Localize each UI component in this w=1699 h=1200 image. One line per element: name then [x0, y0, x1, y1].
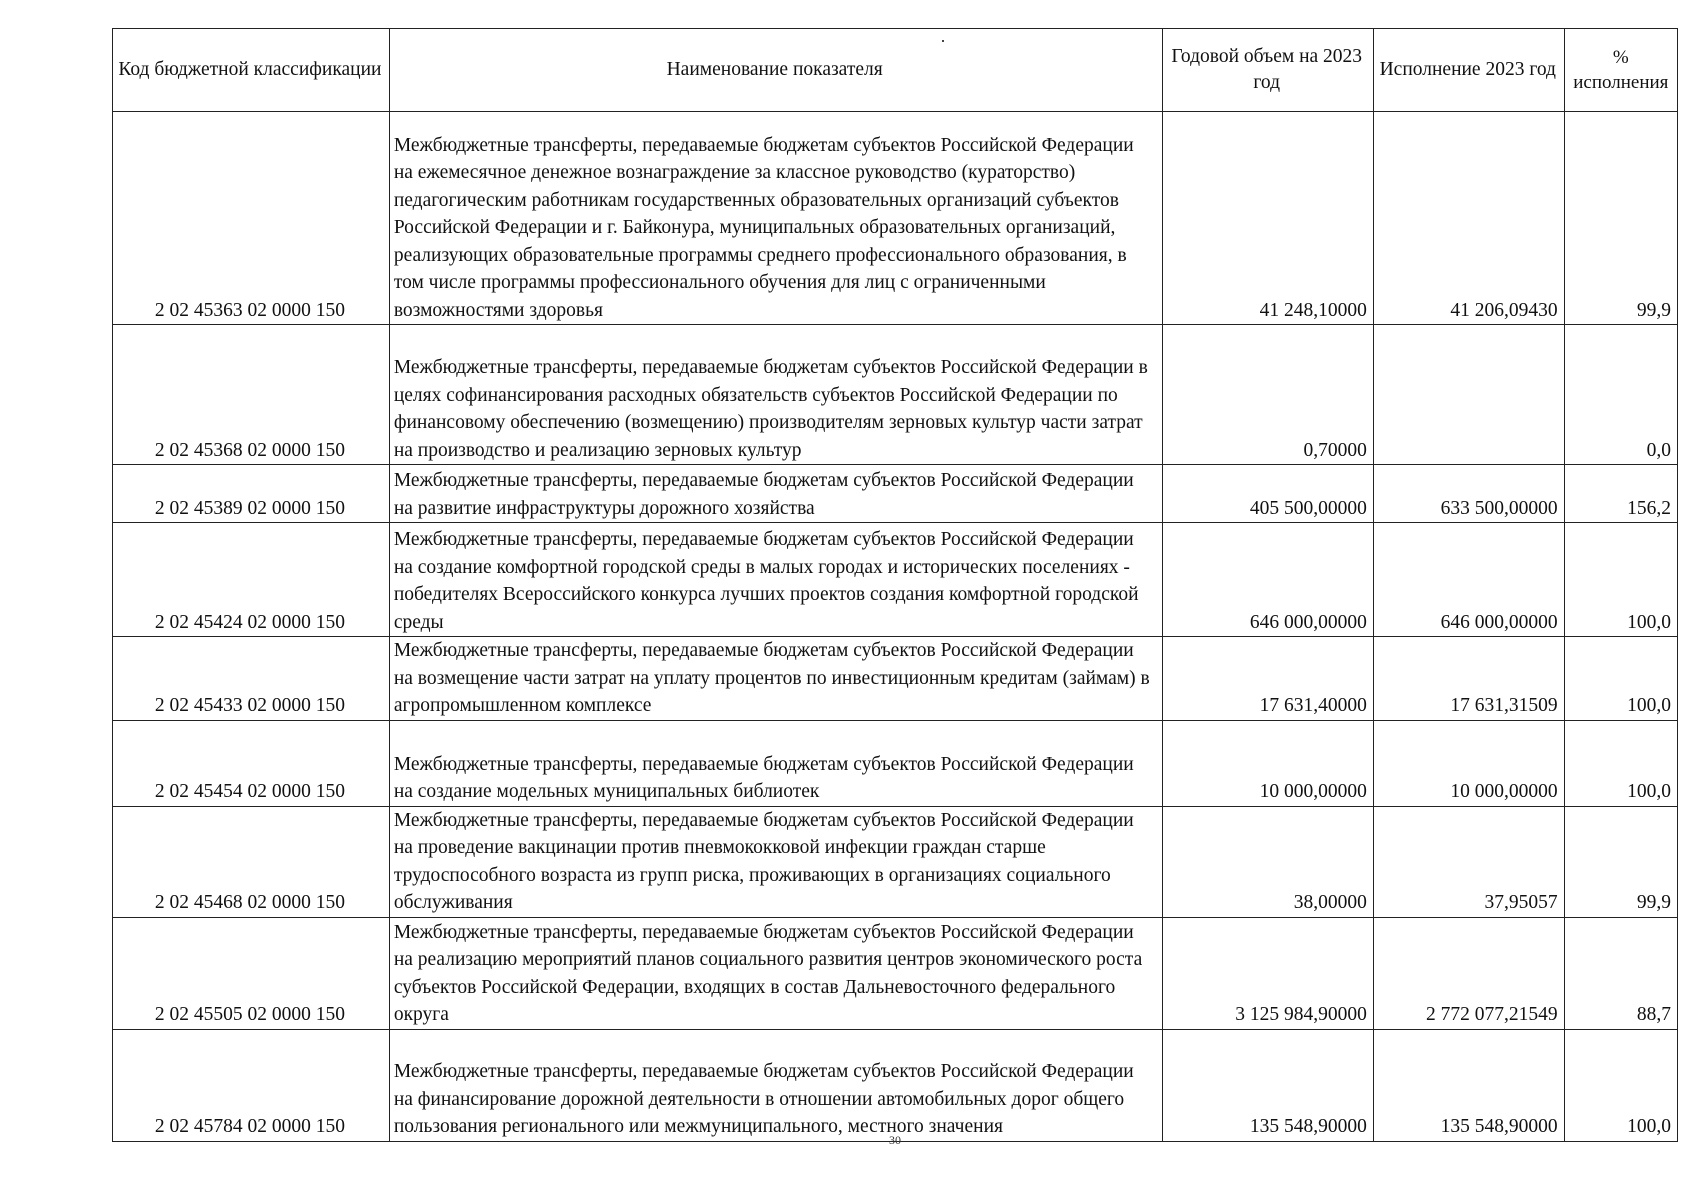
row-code: 2 02 45368 02 0000 150 — [113, 325, 390, 465]
row-name: Межбюджетные трансферты, передаваемые бюджетам субъектов Российской Федерации на создание модельных муниципальных библиотек — [389, 720, 1162, 806]
row-name: Межбюджетные трансферты, передаваемые бюджетам субъектов Российской Федерации на возмещение части затрат на уплату процентов по инвестиционным кредитам (займам) в агропромышленном комплексе — [389, 637, 1162, 721]
row-planned: 38,00000 — [1162, 806, 1373, 917]
row-name: Межбюджетные трансферты, передаваемые бюджетам субъектов Российской Федерации в целях софинансирования расходных обязательств субъектов Российской Федерации по финансовому обеспечению (возмещению) производителям зерновых культур части затрат на производство и реализацию зерновых культур — [389, 325, 1162, 465]
row-actual: 37,95057 — [1373, 806, 1564, 917]
budget-table — [112, 28, 1678, 1142]
row-name: Межбюджетные трансферты, передаваемые бюджетам субъектов Российской Федерации на создание комфортной городской среды в малых городах и исторических поселениях - победителях Всероссийского конкурса лучших проектов создания комфортной городской среды — [389, 523, 1162, 637]
row-name: Межбюджетные трансферты, передаваемые бюджетам субъектов Российской Федерации на проведение вакцинации против пневмококковой инфекции граждан старше трудоспособного возраста из групп риска, проживающих в организациях социального обслуживания — [389, 806, 1162, 917]
row-planned: 3 125 984,90000 — [1162, 917, 1373, 1029]
table-row — [113, 806, 1678, 917]
table-row — [113, 523, 1678, 637]
row-percent: 99,9 — [1564, 806, 1677, 917]
row-name: Межбюджетные трансферты, передаваемые бюджетам субъектов Российской Федерации на ежемесячное денежное вознаграждение за классное руководство (кураторство) педагогическим работникам государственных образовательных организаций субъектов Российской Федерации и г. Байконура, муниципальных образовательных организаций, реализующих образовательные программы среднего профессионального образования, в том числе программы профессионального обучения для лиц с ограниченными возможностями здоровья — [389, 112, 1162, 325]
row-planned: 135 548,90000 — [1162, 1029, 1373, 1141]
table-row — [113, 917, 1678, 1029]
row-code: 2 02 45468 02 0000 150 — [113, 806, 390, 917]
row-percent: 100,0 — [1564, 523, 1677, 637]
row-code: 2 02 45784 02 0000 150 — [113, 1029, 390, 1141]
row-percent: 156,2 — [1564, 465, 1677, 523]
row-actual: 17 631,31509 — [1373, 637, 1564, 721]
table-header-row — [113, 29, 1678, 112]
row-percent: 88,7 — [1564, 917, 1677, 1029]
row-code: 2 02 45389 02 0000 150 — [113, 465, 390, 523]
row-name: Межбюджетные трансферты, передаваемые бюджетам субъектов Российской Федерации на развитие инфраструктуры дорожного хозяйства — [389, 465, 1162, 523]
row-actual: 135 548,90000 — [1373, 1029, 1564, 1141]
row-actual: 2 772 077,21549 — [1373, 917, 1564, 1029]
page-number: 30 — [889, 1133, 901, 1147]
row-actual: 41 206,09430 — [1373, 112, 1564, 325]
header-name: Наименование показателя — [389, 29, 1162, 112]
row-percent: 99,9 — [1564, 112, 1677, 325]
row-code: 2 02 45424 02 0000 150 — [113, 523, 390, 637]
table-body — [113, 112, 1678, 1142]
row-name: Межбюджетные трансферты, передаваемые бюджетам субъектов Российской Федерации на финансирование дорожной деятельности в отношении автомобильных дорог общего пользования регионального или межмуниципального, местного значения — [389, 1029, 1162, 1141]
row-planned: 41 248,10000 — [1162, 112, 1373, 325]
row-code: 2 02 45454 02 0000 150 — [113, 720, 390, 806]
row-name: Межбюджетные трансферты, передаваемые бюджетам субъектов Российской Федерации на реализацию мероприятий планов социального развития центров экономического роста субъектов Российской Федерации, входящих в состав Дальневосточного федерального округа — [389, 917, 1162, 1029]
row-planned: 405 500,00000 — [1162, 465, 1373, 523]
table-row — [113, 1029, 1678, 1141]
header-actual: Исполнение 2023 год — [1373, 29, 1564, 112]
row-percent: 100,0 — [1564, 720, 1677, 806]
row-planned: 17 631,40000 — [1162, 637, 1373, 721]
row-code: 2 02 45505 02 0000 150 — [113, 917, 390, 1029]
header-percent: % исполнения — [1564, 29, 1677, 112]
header-planned: Годовой объем на 2023 год — [1162, 29, 1373, 112]
row-actual: 646 000,00000 — [1373, 523, 1564, 637]
row-planned: 0,70000 — [1162, 325, 1373, 465]
table-row — [113, 325, 1678, 465]
row-code: 2 02 45433 02 0000 150 — [113, 637, 390, 721]
row-percent: 0,0 — [1564, 325, 1677, 465]
row-planned: 10 000,00000 — [1162, 720, 1373, 806]
row-actual — [1373, 325, 1564, 465]
header-code: Код бюджетной классификации — [113, 29, 390, 112]
row-code: 2 02 45363 02 0000 150 — [113, 112, 390, 325]
table-row — [113, 720, 1678, 806]
row-percent: 100,0 — [1564, 637, 1677, 721]
table-row — [113, 112, 1678, 325]
row-actual: 633 500,00000 — [1373, 465, 1564, 523]
row-actual: 10 000,00000 — [1373, 720, 1564, 806]
row-percent: 100,0 — [1564, 1029, 1677, 1141]
row-planned: 646 000,00000 — [1162, 523, 1373, 637]
table-row — [113, 637, 1678, 721]
table-row — [113, 465, 1678, 523]
